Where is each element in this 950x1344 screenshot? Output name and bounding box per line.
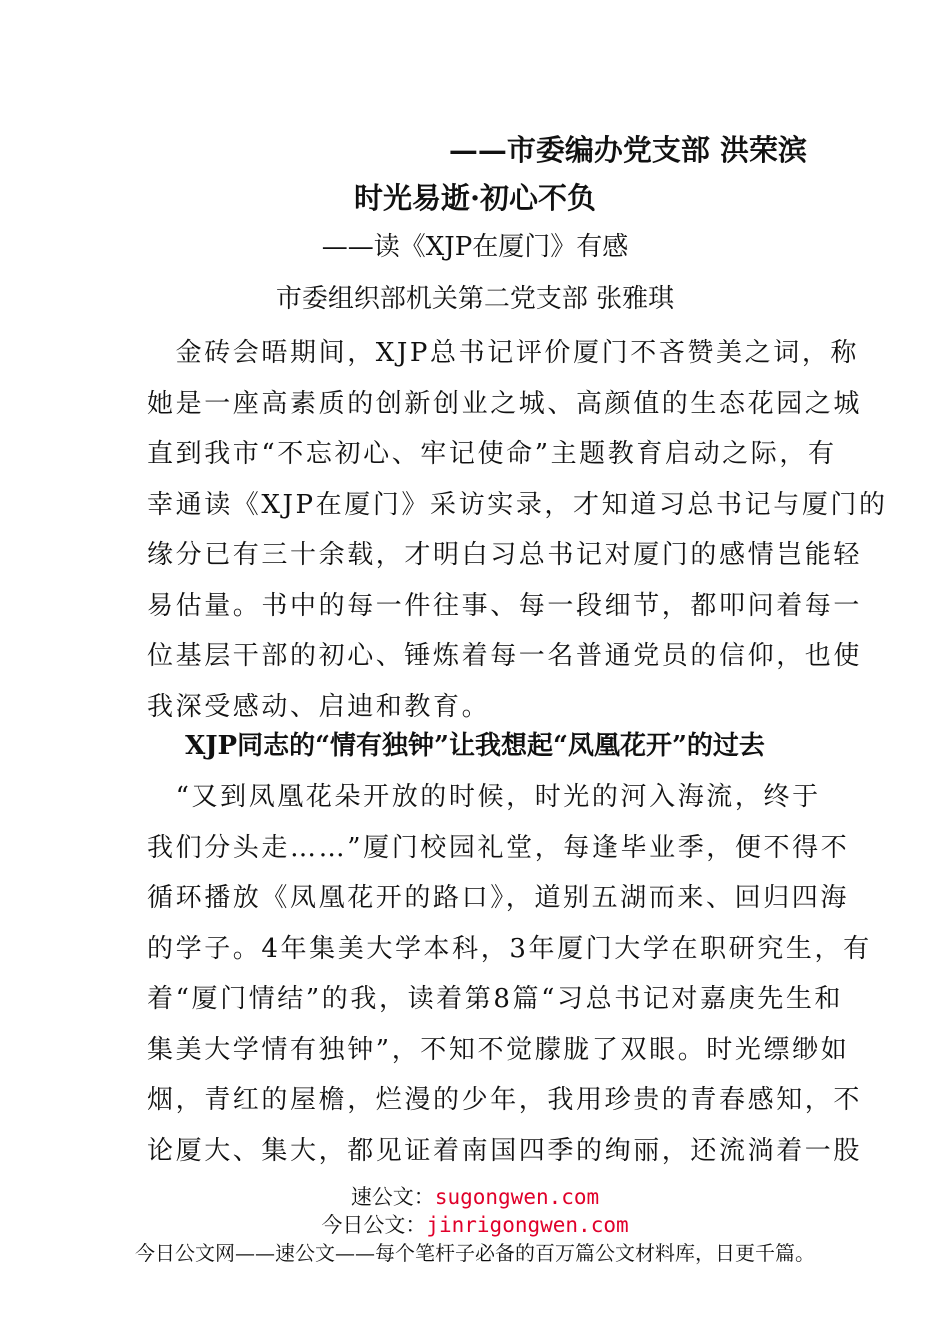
paragraph-line: 循环播放《凤凰花开的路口》，道别五湖而来、回归四海 bbox=[147, 883, 850, 913]
paragraph-line: 我深受感动、启迪和教育。 bbox=[147, 691, 491, 722]
paragraph-2 bbox=[147, 772, 872, 1176]
paragraph-line: 的学子。4年集美大学本科，3年厦门大学在职研究生，有 bbox=[147, 933, 872, 964]
footer-slogan: 今日公文网——速公文——每个笔杆子必备的百万篇公文材料库，日更千篇。 bbox=[135, 1241, 815, 1265]
article-author: 市委组织部机关第二党支部 张雅琪 bbox=[275, 284, 675, 314]
paragraph-line: 缘分已有三十余载，才明白习总书记对厦门的感情岂能轻 bbox=[147, 540, 863, 570]
footer-line-jinrigongwen bbox=[0, 1215, 950, 1236]
footer-label: 今日公文： bbox=[321, 1213, 427, 1237]
paragraph-line: 幸通读《XJP在厦门》采访实录，才知道习总书记与厦门的 bbox=[147, 489, 888, 520]
footer-label: 速公文： bbox=[350, 1185, 435, 1209]
article-title: 时光易逝·初心不负 bbox=[353, 181, 597, 215]
paragraph-line: 着“厦门情结”的我，读着第8篇“习总书记对嘉庚先生和 bbox=[147, 984, 844, 1014]
paragraph-line: 金砖会晤期间，XJP总书记评价厦门不吝赞美之词，称 bbox=[147, 338, 860, 368]
paragraph-line: 集美大学情有独钟”，不知不觉朦胧了双眼。时光缥缈如 bbox=[147, 1034, 850, 1065]
paragraph-line: 我们分头走……”厦门校园礼堂，每逢毕业季，便不得不 bbox=[147, 832, 850, 863]
sugongwen-link[interactable]: sugongwen.com bbox=[434, 1185, 600, 1209]
paragraph-line: “又到凤凰花朵开放的时候，时光的河入海流，终于 bbox=[147, 782, 821, 812]
paragraph-line: 直到我市“不忘初心、牢记使命”主题教育启动之际，有 bbox=[147, 439, 837, 469]
article-subtitle: ——读《XJP在厦门》有感 bbox=[321, 232, 629, 262]
section-heading: XJP同志的“情有独钟”让我想起“凤凰花开”的过去 bbox=[185, 731, 765, 761]
paragraph-line: 她是一座高素质的创新创业之城、高颜值的生态花园之城 bbox=[147, 388, 863, 419]
paragraph-line: 论厦大、集大，都见证着南国四季的绚丽，还流淌着一股 bbox=[147, 1135, 863, 1166]
paragraph-1 bbox=[147, 328, 888, 732]
jinrigongwen-link[interactable]: jinrigongwen.com bbox=[426, 1213, 629, 1237]
paragraph-line: 位基层干部的初心、锤炼着每一名普通党员的信仰，也使 bbox=[147, 641, 863, 671]
footer-line-sugongwen bbox=[0, 1187, 950, 1208]
paragraph-line: 烟，青红的屋檐，烂漫的少年，我用珍贵的青春感知，不 bbox=[147, 1085, 863, 1115]
paragraph-line: 易估量。书中的每一件往事、每一段细节，都叩问着每一 bbox=[147, 590, 863, 621]
byline-top: ——市委编办党支部 洪荣滨 bbox=[448, 133, 807, 167]
